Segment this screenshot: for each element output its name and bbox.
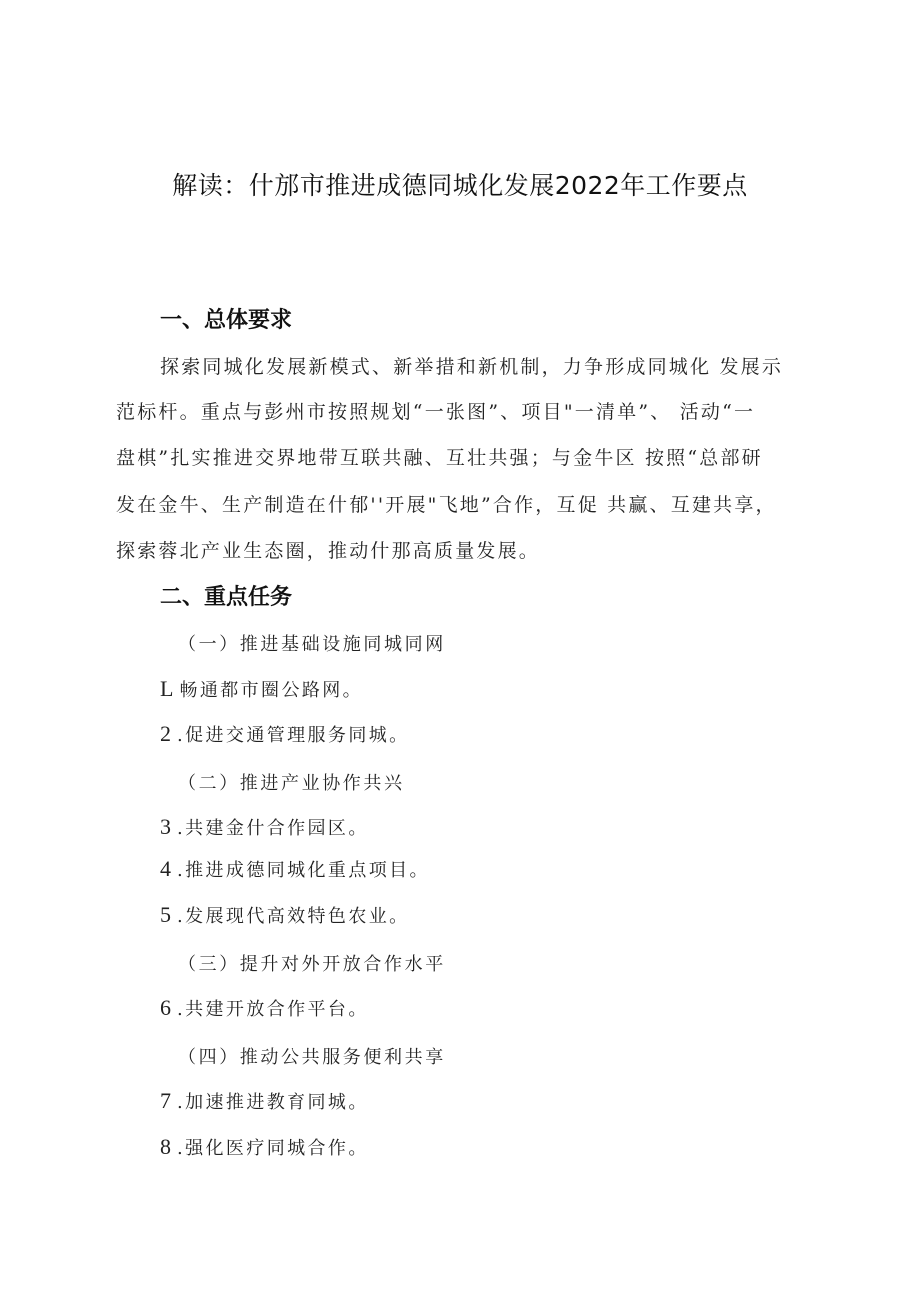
- list-item: [160, 721, 410, 747]
- list-item-number: 2: [160, 721, 171, 746]
- list-item-text: .共建开放合作平台。: [177, 999, 369, 1020]
- list-item-text: .强化医疗同城合作。: [177, 1138, 369, 1159]
- list-item-text: .促进交通管理服务同城。: [177, 725, 410, 746]
- section-heading-general-requirements: 一、总体要求: [160, 308, 293, 333]
- paragraph-line: 盘棋”扎实推进交界地带互联共融、互壮共强；与金牛区 按照“总部研: [116, 447, 763, 469]
- list-item: [160, 902, 410, 928]
- list-item-number: L: [160, 676, 174, 701]
- subsection-heading: （一）推进基础设施同城同网: [178, 634, 446, 655]
- list-item-number: 5: [160, 902, 171, 927]
- list-item-number: 4: [160, 856, 171, 881]
- paragraph-line: 探索同城化发展新模式、新举措和新机制，力争形成同城化 发展示: [160, 356, 784, 378]
- list-item-number: 7: [160, 1088, 171, 1113]
- subsection-heading: （二）推进产业协作共兴: [178, 773, 405, 794]
- paragraph-line: 发在金牛、生产制造在什郁''开展"飞地”合作，互促 共赢、互建共享，: [116, 494, 777, 516]
- list-item-text: .发展现代高效特色农业。: [177, 906, 410, 927]
- list-item-number: 3: [160, 814, 171, 839]
- list-item-text: .加速推进教育同城。: [177, 1092, 369, 1113]
- document-title: 解读：什邡市推进成德同城化发展2022年工作要点: [172, 171, 748, 200]
- subsection-heading: （四）推动公共服务便利共享: [178, 1047, 446, 1068]
- list-item: [160, 995, 369, 1021]
- list-item-text: .共建金什合作园区。: [177, 818, 369, 839]
- list-item: [160, 1134, 369, 1160]
- list-item-text: 畅通都市圈公路网。: [179, 680, 364, 701]
- list-item-number: 6: [160, 995, 171, 1020]
- list-item: [160, 814, 369, 840]
- list-item: [160, 676, 363, 702]
- section-heading-key-tasks: 二、重点任务: [160, 585, 293, 610]
- list-item: [160, 1088, 369, 1114]
- list-item-number: 8: [160, 1134, 171, 1159]
- paragraph-line: 范标杆。重点与彭州市按照规划“一张图”、项目"一清单”、 活动“一: [116, 401, 756, 423]
- list-item: [160, 856, 430, 882]
- list-item-text: .推进成德同城化重点项目。: [177, 860, 430, 881]
- subsection-heading: （三）提升对外开放合作水平: [178, 954, 446, 975]
- paragraph-line: 探索蓉北产业生态圈，推动什那高质量发展。: [116, 540, 541, 562]
